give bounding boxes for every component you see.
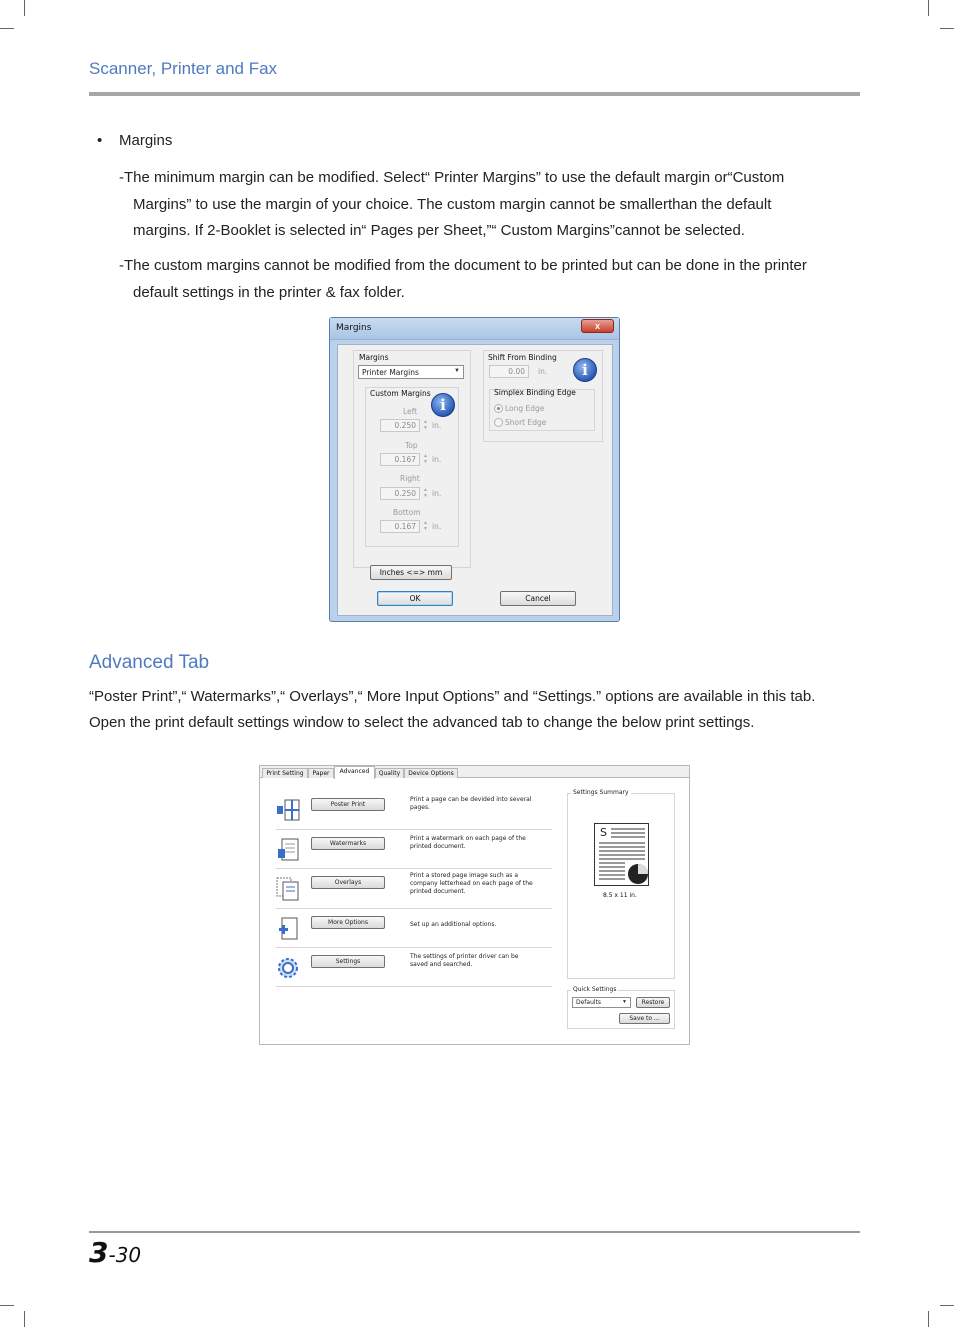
paragraph-1-line-2: Margins” to use the margin of your choice. The custom margin cannot be smallerthan the default [133, 195, 772, 213]
paragraph-2 [119, 253, 859, 306]
paragraph-1-line-1: -The minimum margin can be modified. Select“ Printer Margins” to use the default margin or“Custom [119, 169, 785, 186]
shift-value: 0.00 [508, 367, 525, 376]
short-edge-label: Short Edge [505, 418, 547, 427]
shift-unit: in. [538, 367, 548, 376]
overlays-button[interactable]: Overlays [311, 876, 385, 889]
close-button[interactable]: x [581, 319, 614, 333]
advanced-row-overlays [276, 869, 552, 909]
watermarks-description [410, 835, 550, 851]
dialog-client-area [337, 344, 613, 616]
advanced-paragraph [89, 684, 864, 736]
poster-print-desc-line: Print a page can be devided into several [410, 796, 532, 803]
crop-mark [24, 1311, 25, 1327]
header-rule [89, 92, 860, 96]
tab-paper[interactable]: Paper [308, 768, 334, 778]
settings-desc-line: saved and searched. [410, 961, 473, 968]
left-unit: in. [432, 421, 442, 430]
paragraph-2-line-2: default settings in the printer & fax folder. [133, 283, 405, 301]
inches-mm-button[interactable]: Inches <=> mm [370, 565, 452, 580]
footer-rule [89, 1231, 860, 1233]
tab-strip [260, 766, 689, 778]
crop-mark [0, 1305, 14, 1306]
advanced-row-more-options [276, 909, 552, 948]
quick-settings-select[interactable] [572, 997, 631, 1008]
gear-icon [276, 956, 300, 980]
poster-print-description [410, 796, 550, 812]
settings-summary-box [567, 789, 675, 979]
watermark-icon [276, 838, 300, 862]
overlays-desc-line: company letterhead on each page of the [410, 880, 533, 887]
crop-mark [0, 28, 14, 29]
settings-summary-label: Settings Summary [573, 789, 629, 796]
paragraph-2-line-1: -The custom margins cannot be modified from the document to be printed but can be done in the printer [119, 257, 807, 274]
dialog-titlebar [330, 318, 619, 340]
long-edge-label: Long Edge [505, 404, 545, 413]
top-spin-arrows-icon[interactable]: ▲ ▼ [423, 453, 428, 465]
poster-print-button[interactable]: Poster Print [311, 798, 385, 811]
advanced-row-poster-print [276, 791, 552, 830]
tab-advanced[interactable]: Advanced [334, 766, 375, 779]
more-options-button[interactable]: More Options [311, 916, 385, 929]
settings-button[interactable]: Settings [311, 955, 385, 968]
settings-desc-line: The settings of printer driver can be [410, 953, 519, 960]
quick-settings-label: Quick Settings [573, 986, 617, 993]
tab-quality[interactable]: Quality [375, 768, 404, 778]
crop-mark [940, 28, 954, 29]
overlays-desc-line: Print a stored page image such as a [410, 872, 518, 879]
long-edge-radio[interactable] [494, 404, 503, 413]
overlay-icon [276, 877, 300, 901]
simplex-label: Simplex Binding Edge [494, 388, 576, 397]
left-label: Left [403, 407, 418, 416]
right-unit: in. [432, 489, 442, 498]
page-preview-thumbnail [594, 823, 649, 886]
advanced-tab-panel [259, 765, 690, 1045]
settings-description [410, 953, 550, 969]
bottom-margin-input[interactable] [380, 520, 420, 533]
left-spin-arrows-icon[interactable]: ▲ ▼ [423, 419, 428, 431]
chapter-number: 3 [89, 1236, 109, 1269]
running-header: Scanner, Printer and Fax [89, 59, 278, 78]
tab-device-options[interactable]: Device Options [404, 768, 458, 778]
poster-print-icon [276, 799, 300, 823]
shift-label: Shift From Binding [488, 353, 557, 362]
bullet-label-margins: Margins [119, 132, 173, 149]
watermarks-desc-line: Print a watermark on each page of the [410, 835, 526, 842]
shift-input[interactable] [489, 365, 529, 378]
margins-dialog [329, 317, 620, 622]
top-margin-value: 0.167 [394, 455, 416, 464]
bottom-label: Bottom [393, 508, 421, 517]
restore-button[interactable]: Restore [636, 997, 670, 1008]
watermarks-desc-line: printed document. [410, 843, 466, 850]
right-margin-input[interactable] [380, 487, 420, 500]
left-margin-value: 0.250 [394, 421, 416, 430]
crop-mark [928, 1311, 929, 1327]
dialog-title: Margins [336, 323, 372, 333]
watermarks-button[interactable]: Watermarks [311, 837, 385, 850]
right-label: Right [400, 474, 420, 483]
advanced-paragraph-line-2: Open the print default settings window to select the advanced tab to change the below print settings. [89, 714, 755, 731]
overlays-desc-line: printed document. [410, 888, 466, 895]
bottom-unit: in. [432, 522, 442, 531]
top-label: Top [405, 441, 418, 450]
info-icon: i [431, 393, 455, 417]
margins-group-label: Margins [359, 353, 389, 362]
left-margin-input[interactable] [380, 419, 420, 432]
page-number [89, 1236, 141, 1269]
info-icon: i [573, 358, 597, 382]
more-options-description [410, 921, 550, 929]
custom-margins-label: Custom Margins [370, 389, 431, 398]
tab-print-setting[interactable]: Print Setting [262, 768, 308, 778]
crop-mark [940, 1305, 954, 1306]
page-number-suffix: -30 [108, 1243, 142, 1267]
advanced-row-settings [276, 948, 552, 987]
top-margin-input[interactable] [380, 453, 420, 466]
paragraph-1 [119, 165, 859, 245]
paragraph-1-line-3: margins. If 2-Booklet is selected in“ Pages per Sheet,”“ Custom Margins”cannot be selected. [133, 222, 745, 239]
paper-size-label: 8.5 x 11 in. [603, 892, 637, 899]
chevron-down-icon: ▼ [622, 999, 627, 1005]
crop-mark [928, 0, 929, 16]
thumbnail-letter: S [600, 826, 607, 839]
right-spin-arrows-icon[interactable]: ▲ ▼ [423, 487, 428, 499]
quick-settings-select-value: Defaults [576, 999, 602, 1006]
top-unit: in. [432, 455, 442, 464]
margins-select-value: Printer Margins [362, 368, 419, 377]
more-options-icon [276, 917, 300, 941]
poster-print-desc-line: pages. [410, 804, 431, 811]
bottom-spin-arrows-icon[interactable]: ▲ ▼ [423, 520, 428, 532]
advanced-paragraph-line-1: “Poster Print”,“ Watermarks”,“ Overlays”,“ More Input Options” and “Settings.” options are available in this tab. [89, 688, 816, 705]
quick-settings-box [567, 986, 675, 1029]
chevron-down-icon: ▼ [454, 368, 460, 374]
cancel-button[interactable]: Cancel [500, 591, 576, 606]
right-margin-value: 0.250 [394, 489, 416, 498]
section-title-advanced-tab: Advanced Tab [89, 652, 210, 673]
crop-mark [24, 0, 25, 16]
advanced-row-watermarks [276, 830, 552, 869]
save-to-button[interactable]: Save to ... [619, 1013, 670, 1024]
thumbnail-lines [595, 824, 650, 887]
overlays-description [410, 872, 550, 896]
margins-select[interactable] [358, 365, 464, 379]
more-options-desc-line: Set up an additional options. [410, 921, 497, 928]
bottom-margin-value: 0.167 [394, 522, 416, 531]
ok-button[interactable]: OK [377, 591, 453, 606]
bullet-marker: • [97, 132, 103, 149]
short-edge-radio[interactable] [494, 418, 503, 427]
